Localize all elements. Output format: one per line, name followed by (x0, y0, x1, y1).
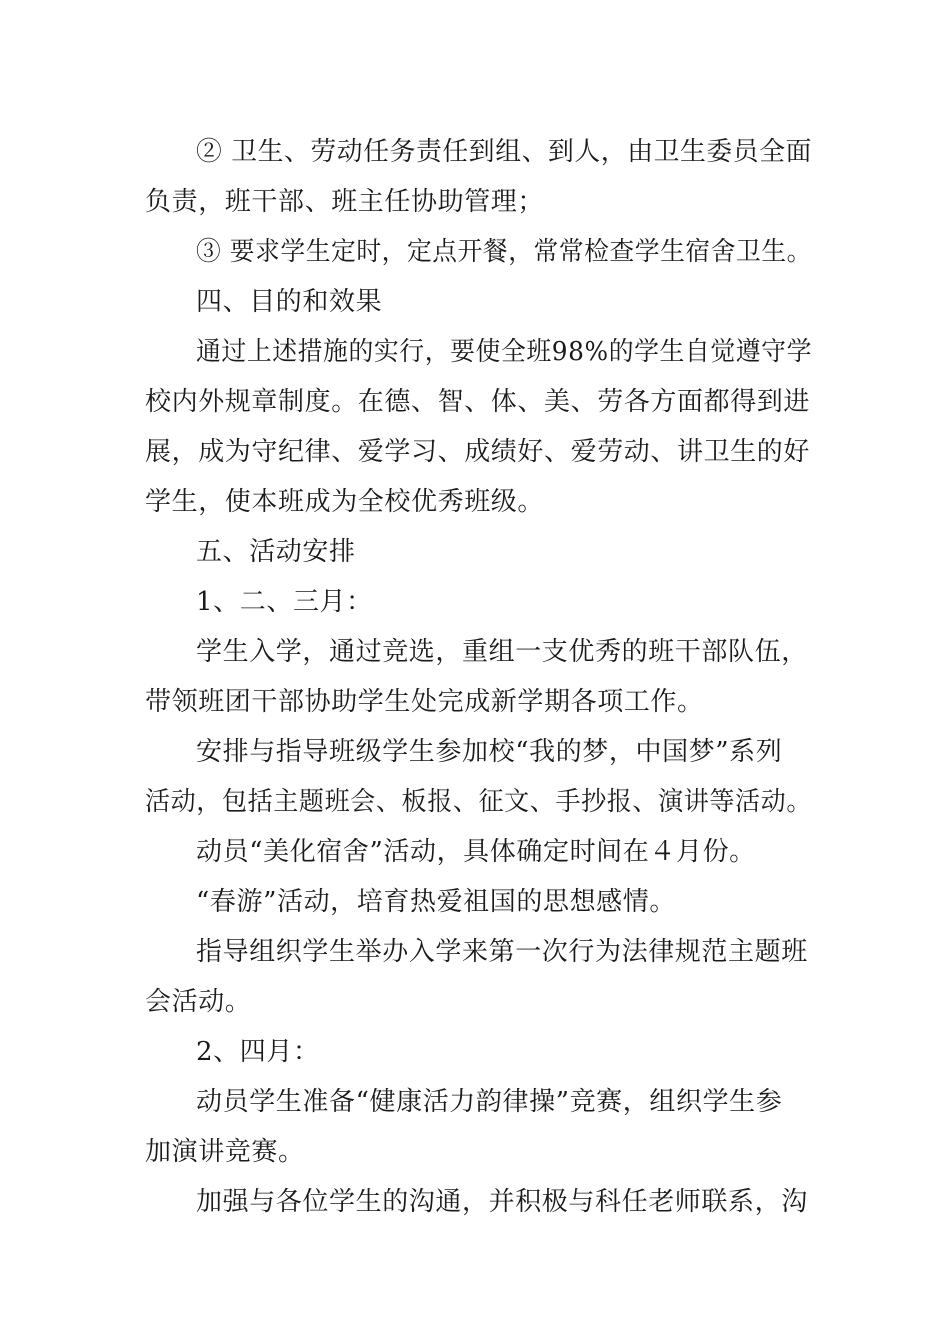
paragraph-line: 活动，包括主题班会、板报、征文、手抄报、演讲等活动。 (145, 787, 812, 817)
paragraph-line: 会活动。 (145, 987, 252, 1017)
paragraph-line: 学生入学，通过竞选，重组一支优秀的班干部队伍， (196, 637, 808, 667)
paragraph-line: 动员“美化宿舍”活动，具体确定时间在４月份。 (196, 837, 756, 867)
paragraph-line: 通过上述措施的实行，要使全班98%的学生自觉遵守学 (196, 337, 812, 367)
section-heading-goals: 四、目的和效果 (196, 287, 383, 317)
subheading-months-1-3: 1、二、三月： (196, 587, 373, 617)
paragraph-line: “春游”活动，培育热爱祖国的思想感情。 (196, 887, 676, 917)
paragraph-line: 负责，班干部、班主任协助管理； (145, 187, 545, 217)
list-item-meal-check: ③ 要求学生定时，定点开餐，常常检查学生宿舍卫生。 (196, 237, 812, 267)
paragraph-line: 展，成为守纪律、爱学习、成绩好、爱劳动、讲卫生的好 (145, 437, 811, 467)
paragraph-line: 安排与指导班级学生参加校“我的梦，中国梦”系列 (196, 737, 783, 767)
paragraph-line: 加演讲竞赛。 (145, 1137, 305, 1167)
list-item-hygiene-duty: ② 卫生、劳动任务责任到组、到人，由卫生委员全面 (196, 137, 812, 167)
paragraph-line: 学生，使本班成为全校优秀班级。 (145, 487, 545, 517)
section-heading-activities: 五、活动安排 (196, 537, 356, 567)
paragraph-line: 指导组织学生举办入学来第一次行为法律规范主题班 (196, 937, 808, 967)
subheading-month-4: 2、四月： (196, 1037, 320, 1067)
paragraph-line: 带领班团干部协助学生处完成新学期各项工作。 (145, 687, 704, 717)
paragraph-line: 加强与各位学生的沟通，并积极与科任老师联系，沟 (196, 1187, 808, 1217)
paragraph-line: 动员学生准备“健康活力韵律操”竞赛，组织学生参 (196, 1087, 783, 1117)
paragraph-line: 校内外规章制度。在德、智、体、美、劳各方面都得到进 (145, 387, 811, 417)
